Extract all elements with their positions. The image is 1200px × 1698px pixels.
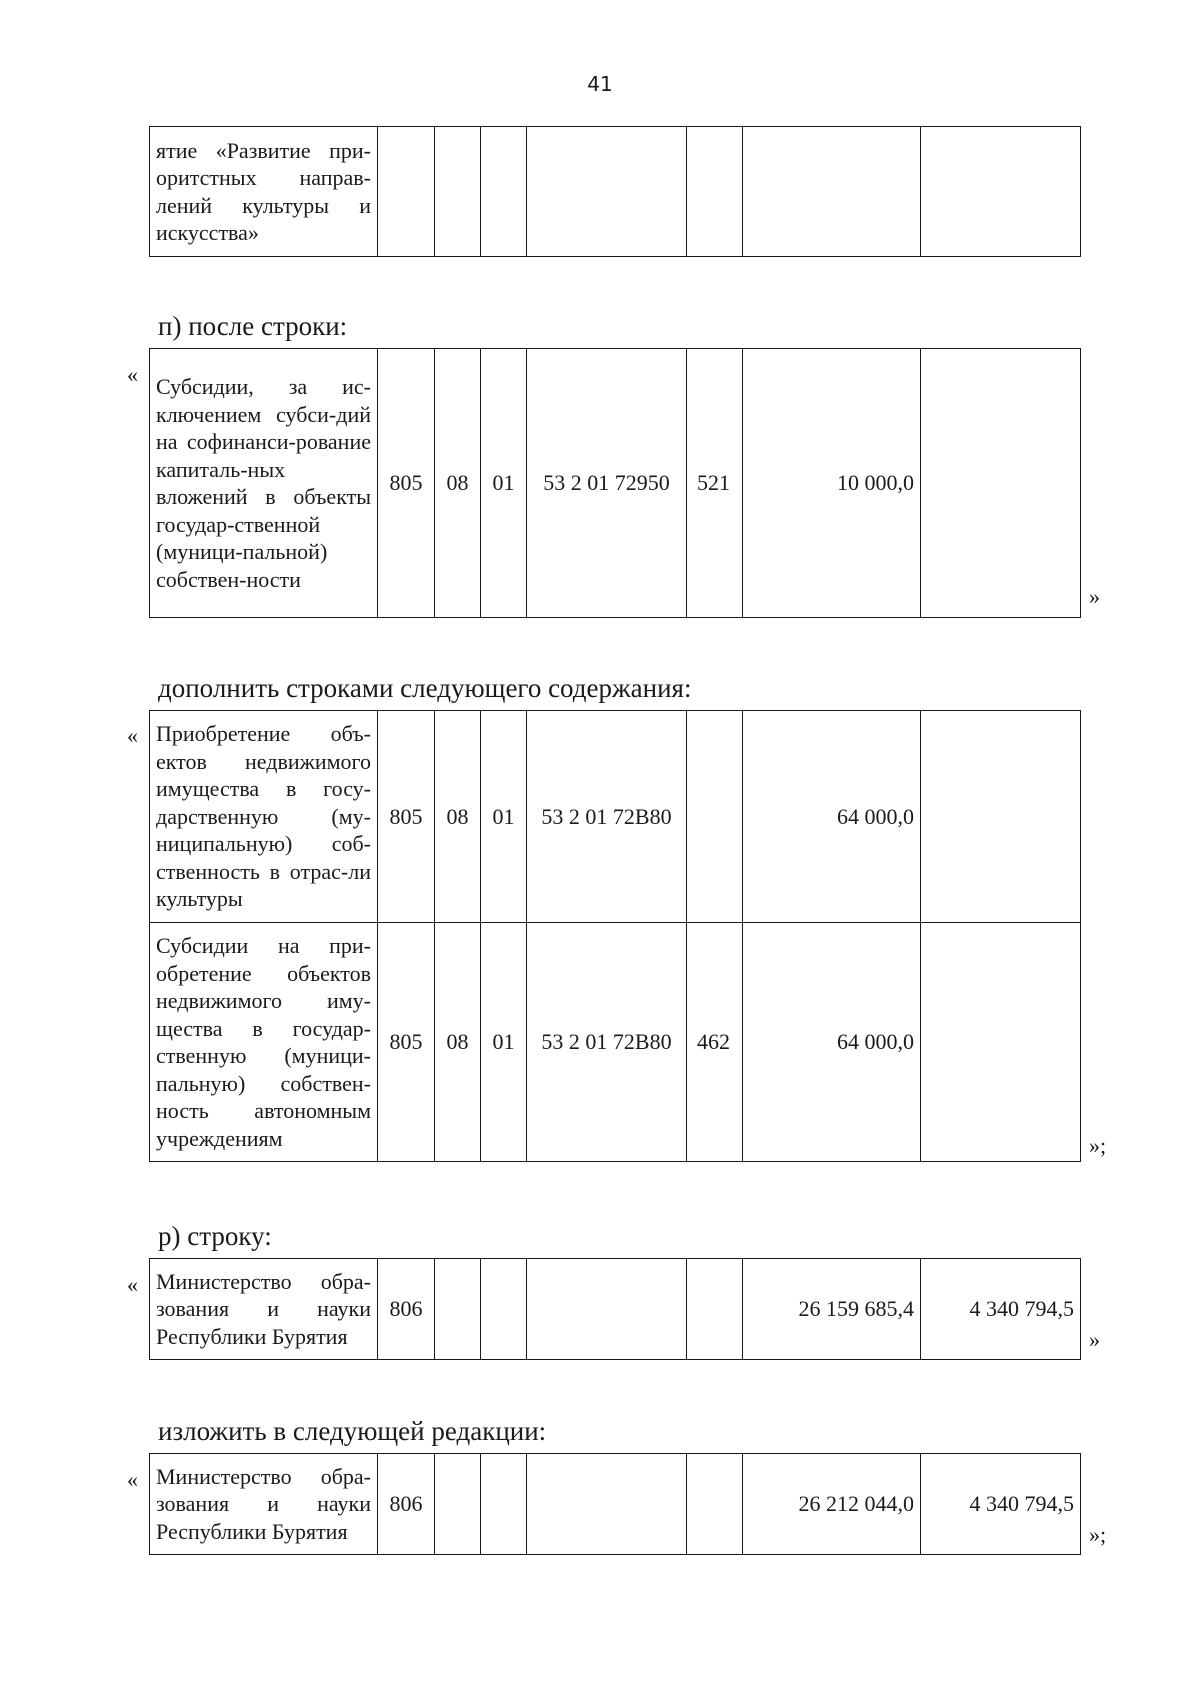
heading-new: изложить в следующей редакции:	[158, 1416, 547, 1446]
cell-target-article: 53 2 01 72В80	[527, 923, 687, 1162]
cell-section: 08	[435, 711, 481, 923]
cell-section: 08	[435, 923, 481, 1162]
quote-open: «	[127, 362, 138, 387]
cell-amount: 64 000,0	[743, 711, 921, 923]
cell-expense-type	[687, 127, 743, 257]
quote-close: »	[1089, 584, 1100, 609]
cell-expense-type	[687, 711, 743, 923]
table-row	[150, 1259, 1081, 1360]
quote-open: «	[127, 1467, 138, 1492]
cell-amount	[743, 127, 921, 257]
cell-expense-type: 462	[687, 923, 743, 1162]
cell-target-article	[527, 1259, 687, 1360]
table-add	[149, 710, 1081, 1162]
cell-subsection: 01	[481, 711, 527, 923]
cell-amount-extra	[921, 711, 1081, 923]
heading-r: р) строку:	[158, 1221, 272, 1251]
table-row	[150, 349, 1081, 618]
cell-subsection: 01	[481, 923, 527, 1162]
cell-amount-extra: 4 340 794,5	[921, 1259, 1081, 1360]
cell-expense-type: 521	[687, 349, 743, 618]
cell-section	[435, 1454, 481, 1555]
table-continuation	[149, 126, 1081, 257]
table-row	[150, 923, 1081, 1162]
table-r	[149, 1258, 1081, 1360]
cell-subsection	[481, 1454, 527, 1555]
cell-subsection	[481, 1259, 527, 1360]
cell-target-article: 53 2 01 72950	[527, 349, 687, 618]
cell-ministry-code: 806	[378, 1454, 435, 1555]
quote-open: «	[127, 723, 138, 748]
cell-amount-extra: 4 340 794,5	[921, 1454, 1081, 1555]
cell-ministry-code: 806	[378, 1259, 435, 1360]
cell-ministry-code	[378, 127, 435, 257]
row-description: ятие «Развитие при-оритстных направ-лений культуры и искусства»	[150, 127, 378, 257]
row-description: Приобретение объ-ектов недвижимого имущества в госу-дарственную (му-ниципальную) соб-ственность в отрас-ли культуры	[150, 711, 378, 923]
heading-add: дополнить строками следующего содержания:	[158, 673, 692, 703]
quote-open: «	[127, 1272, 138, 1297]
cell-expense-type	[687, 1454, 743, 1555]
cell-amount-extra	[921, 923, 1081, 1162]
quote-close: »	[1089, 1327, 1100, 1352]
cell-subsection	[481, 127, 527, 257]
cell-target-article	[527, 127, 687, 257]
table-row	[150, 1454, 1081, 1555]
row-description: Субсидии, за ис-ключением субси-дий на софинанси-рование капиталь-ных вложений в объекты государ-ственной (муници-пальной) собствен-ности	[150, 349, 378, 618]
cell-section	[435, 127, 481, 257]
cell-amount: 26 212 044,0	[743, 1454, 921, 1555]
cell-amount-extra	[921, 349, 1081, 618]
cell-section: 08	[435, 349, 481, 618]
cell-expense-type	[687, 1259, 743, 1360]
page-number: 41	[587, 72, 613, 96]
table-row	[150, 127, 1081, 257]
table-row	[150, 711, 1081, 923]
cell-ministry-code: 805	[378, 711, 435, 923]
cell-amount-extra	[921, 127, 1081, 257]
cell-amount: 26 159 685,4	[743, 1259, 921, 1360]
row-description: Министерство обра-зования и науки Республики Бурятия	[150, 1454, 378, 1555]
table-new	[149, 1453, 1081, 1555]
heading-p: п) после строки:	[158, 311, 348, 341]
row-description: Субсидии на при-обретение объектов недвижимого иму-щества в государ-ственную (муници-пальную) собствен-ность автономным учреждениям	[150, 923, 378, 1162]
quote-close-semicolon: »;	[1089, 1522, 1107, 1547]
quote-close-semicolon: »;	[1089, 1133, 1107, 1158]
cell-amount: 10 000,0	[743, 349, 921, 618]
cell-subsection: 01	[481, 349, 527, 618]
row-description: Министерство обра-зования и науки Республики Бурятия	[150, 1259, 378, 1360]
cell-ministry-code: 805	[378, 349, 435, 618]
cell-target-article	[527, 1454, 687, 1555]
cell-ministry-code: 805	[378, 923, 435, 1162]
table-p	[149, 348, 1081, 618]
cell-target-article: 53 2 01 72В80	[527, 711, 687, 923]
cell-section	[435, 1259, 481, 1360]
cell-amount: 64 000,0	[743, 923, 921, 1162]
